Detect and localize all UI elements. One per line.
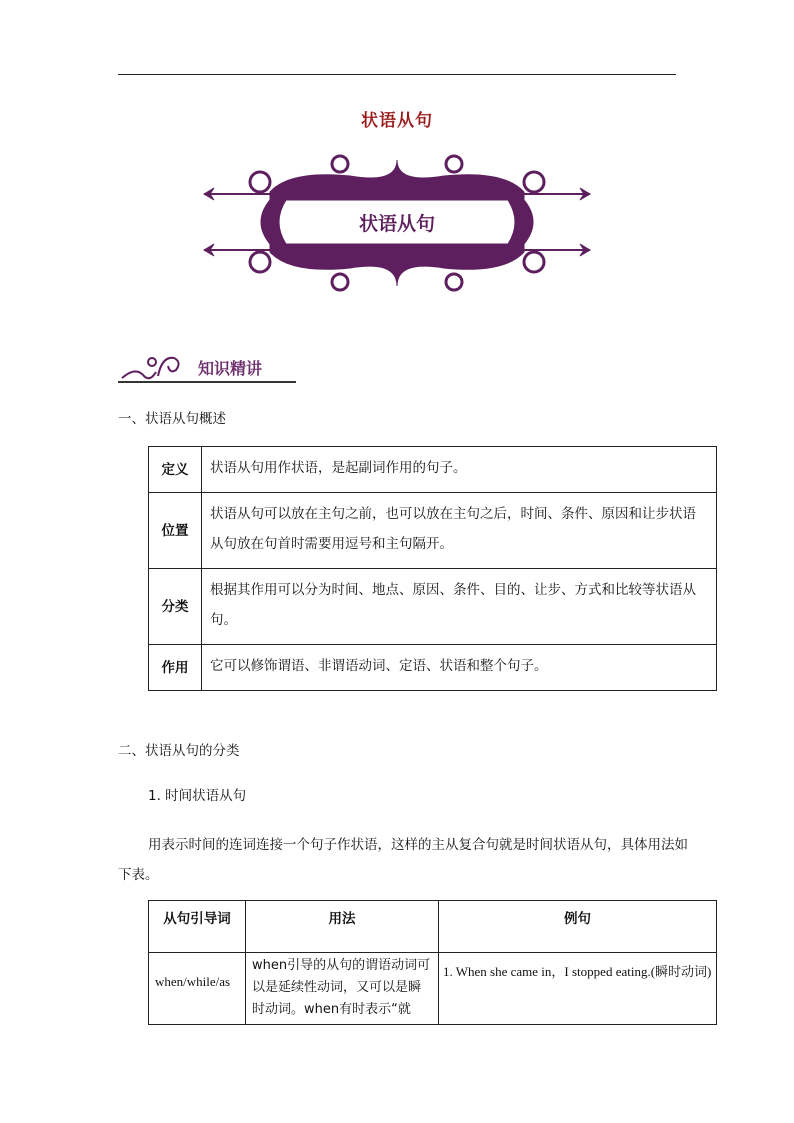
intro-paragraph: 用表示时间的连词连接一个句子作状语，这样的主从复合句就是时间状语从句，具体用法如下表。 [118,837,688,883]
classification-heading: 二、状语从句的分类 [118,743,240,759]
table-row [149,447,717,493]
overview-heading: 一、状语从句概述 [118,411,226,427]
row-text: 状语从句用作状语，是起副词作用的句子。 [202,447,717,493]
section-heading-label: 知识精讲 [198,359,263,378]
row-label: 位置 [149,493,202,569]
row-text: 它可以修饰谓语、非谓语动词、定语、状语和整个句子。 [202,645,717,691]
table-row [149,645,717,691]
flourish-icon [118,348,188,382]
column-header: 从句引导词 [149,901,246,953]
usage-cell: when引导的从句的谓语动词可以是延续性动词，又可以是瞬时动词。when有时表示“就 [246,953,439,1025]
row-label: 作用 [149,645,202,691]
ornament-banner [200,150,594,298]
conjunction-cell: when/while/as [149,953,246,1025]
row-label: 定义 [149,447,202,493]
header-rule [118,74,676,75]
table-header-row [149,901,717,953]
section-heading-underline [118,381,296,383]
row-label: 分类 [149,569,202,645]
page-title: 状语从句 [361,111,433,131]
overview-table [148,446,717,691]
section-heading [118,348,298,384]
table-row [149,569,717,645]
subheading-time-clause: 1. 时间状语从句 [148,788,247,804]
banner-title: 状语从句 [358,213,436,235]
row-text: 状语从句可以放在主句之前，也可以放在主句之后，时间、条件、原因和让步状语从句放在句首时需要用逗号和主句隔开。 [202,493,717,569]
row-text: 根据其作用可以分为时间、地点、原因、条件、目的、让步、方式和比较等状语从句。 [202,569,717,645]
column-header: 例句 [439,901,717,953]
time-clause-table [148,900,717,1025]
column-header: 用法 [246,901,439,953]
table-row [149,493,717,569]
table-row [149,953,717,1025]
example-cell: 1. When she came in，I stopped eating.(瞬时动词) [439,953,717,1025]
